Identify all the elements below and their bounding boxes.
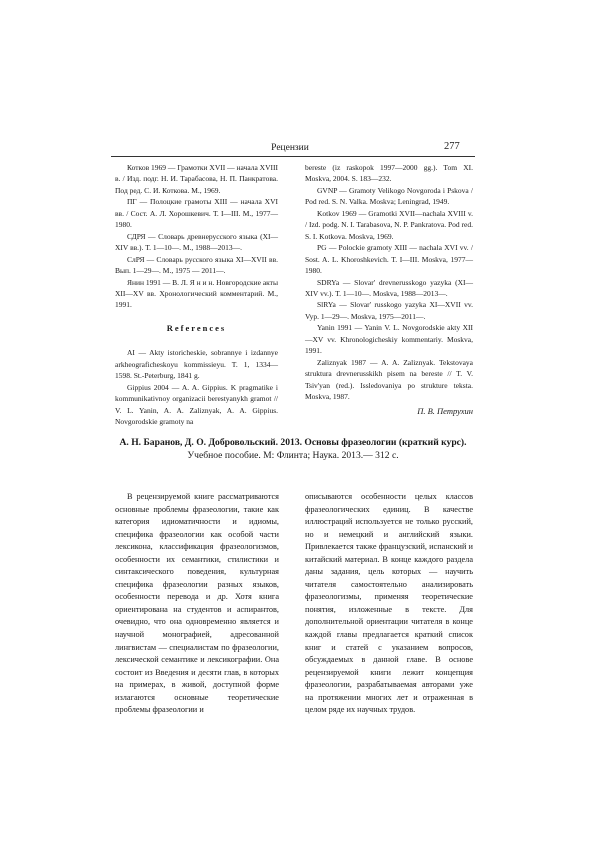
page-number: 277: [444, 141, 460, 152]
review-heading-details: Учебное пособие. М: Флинта; Наука. 2013.— 312 с.: [187, 450, 399, 461]
reference-entry: Zaliznyak 1987 — A. A. Zaliznyak. Tekstovaya struktura drevnerusskikh pisem na bereste // T. V. Tsiv'yan (red.). Issledovaniya po strukture teksta. Moskva, 1987.: [305, 357, 473, 402]
review-paragraph: В рецензируемой книге рассматриваются основные проблемы фразеологии, такие как категория идиоматичности и идиомы, специфика фразеологии как особой части лексикона, классификация фразеологизмов, особенности их семантики, стилистики и синтаксического поведения, культурная специфика фразеологии разных языков, особенности перевода и др. Хотя книга ориентирована на студентов и аспирантов, очевидно, что она одновременно является и научной монографией, адресованной лингвистам — специалистам по фразеологии, лексической семантике и лексикографии. Она состоит из Введения и десяти глав, в которых на примерах, в живой, доступной форме излагаются основные теоретические проблемы фразеологии и: [115, 492, 279, 715]
header-rule: [111, 156, 475, 157]
reference-entry: SlRYa — Slovar' russkogo yazyka XI—XVII vv. Vyp. 1—29—. Moskva, 1975—2011—.: [305, 300, 473, 321]
reference-entry: GVNP — Gramoty Velikogo Novgoroda i Pskova / Pod red. S. N. Valka. Moskva; Leningrad, 1949.: [305, 185, 473, 207]
reference-entry: Kotkov 1969 — Gramotki XVII—nachala XVIII v. / Izd. podg. N. I. Tarabasova, N. P. Pankratova. Pod red. S. I. Kotkova. Moskva, 1969.: [305, 208, 473, 241]
review-body-right: [305, 491, 473, 717]
right-column-top: [305, 162, 473, 417]
reference-entry: PG — Polockie gramoty XIII — nachala XVI vv. / Sost. A. L. Khoroshkevich. T. I—III. Moskva, 1977—1980.: [305, 243, 473, 276]
reference-entry: bereste (iz raskopok 1997—2000 gg.). Tom XI. Moskva, 2004. S. 183—232.: [305, 163, 473, 184]
running-title: Рецензии: [271, 143, 309, 153]
reference-entry: СДРЯ — Словарь древнерусского языка (XI—XIV вв.). Т. 1—10—. М., 1988—2013—.: [115, 231, 278, 253]
reference-entry: ПГ — Полоцкие грамоты XIII — начала XVI вв. / Сост. А. Л. Хорошкевич. Т. I—III. М., 1977—1980.: [115, 197, 278, 230]
review-body-left: [115, 491, 279, 717]
reference-entry: СлРЯ — Словарь русского языка XI—XVII вв. Вып. 1—29—. М., 1975 — 2011—.: [115, 254, 278, 276]
review-heading-title: А. Н. Баранов, Д. О. Добровольский. 2013. Основы фразеологии (краткий курс).: [119, 437, 467, 448]
reference-entry: Котков 1969 — Грамотки XVII — начала XVIII в. / Изд. подг. Н. И. Тарабасова, Н. П. Панкратова. Под ред. С. И. Коткова. М., 1969.: [115, 163, 278, 195]
left-column-top: [115, 162, 278, 428]
review-heading: [111, 436, 475, 462]
reviewer-signature: П. В. Петрухин: [417, 405, 473, 416]
reference-entry: SDRYa — Slovar' drevnerusskogo yazyka (XI—XIV vv.). T. 1—10—. Moskva, 1988—2013—.: [305, 277, 473, 298]
reference-entry: Янин 1991 — В. Л. Я н и н. Новгородские акты XII—XV вв. Хронологический комментарий. М., 1991.: [115, 277, 279, 310]
reference-entry: Gippius 2004 — A. A. Gippius. K pragmatike i kommunikativnoy organizacii berestyanykh gramot // V. L. Yanin, A. A. Zaliznyak, A. A. Gippius. Novgorodskie gramoty na: [115, 382, 278, 427]
references-heading: References: [166, 322, 227, 333]
reference-entry: Yanin 1991 — Yanin V. L. Novgorodskie akty XII—XV vv. Khronologicheskiy kommentariy. Moskva, 1991.: [305, 323, 473, 356]
review-paragraph: описываются особенности целых классов фразеологических единиц. В качестве иллюстраций используется не только русский, но и немецкий и английский языки. Привлекается также французский, испанский и китайский материал. В конце каждого раздела даны задания, цель которых — научить читателя самостоятельно анализировать фразеологизмы, применяя теоретические понятия, изложенные в тексте. Для дополнительной ориентации читателя в конце каждой главы предлагается краткий список книг и статей с указанием вопросов, обсуждаемых в данной главе. В основе рецензируемой книги лежит концепция фразеологии, разрабатываемая авторами уже на протяжении многих лет и отраженная в целом ряде их научных трудов.: [305, 492, 473, 715]
reference-entry: AI — Akty istoricheskie, sobrannye i izdannye arkheograficheskoyu kommissieyu. T. 1, 1334—1598. St.-Peterburg, 1841 g.: [115, 348, 278, 381]
